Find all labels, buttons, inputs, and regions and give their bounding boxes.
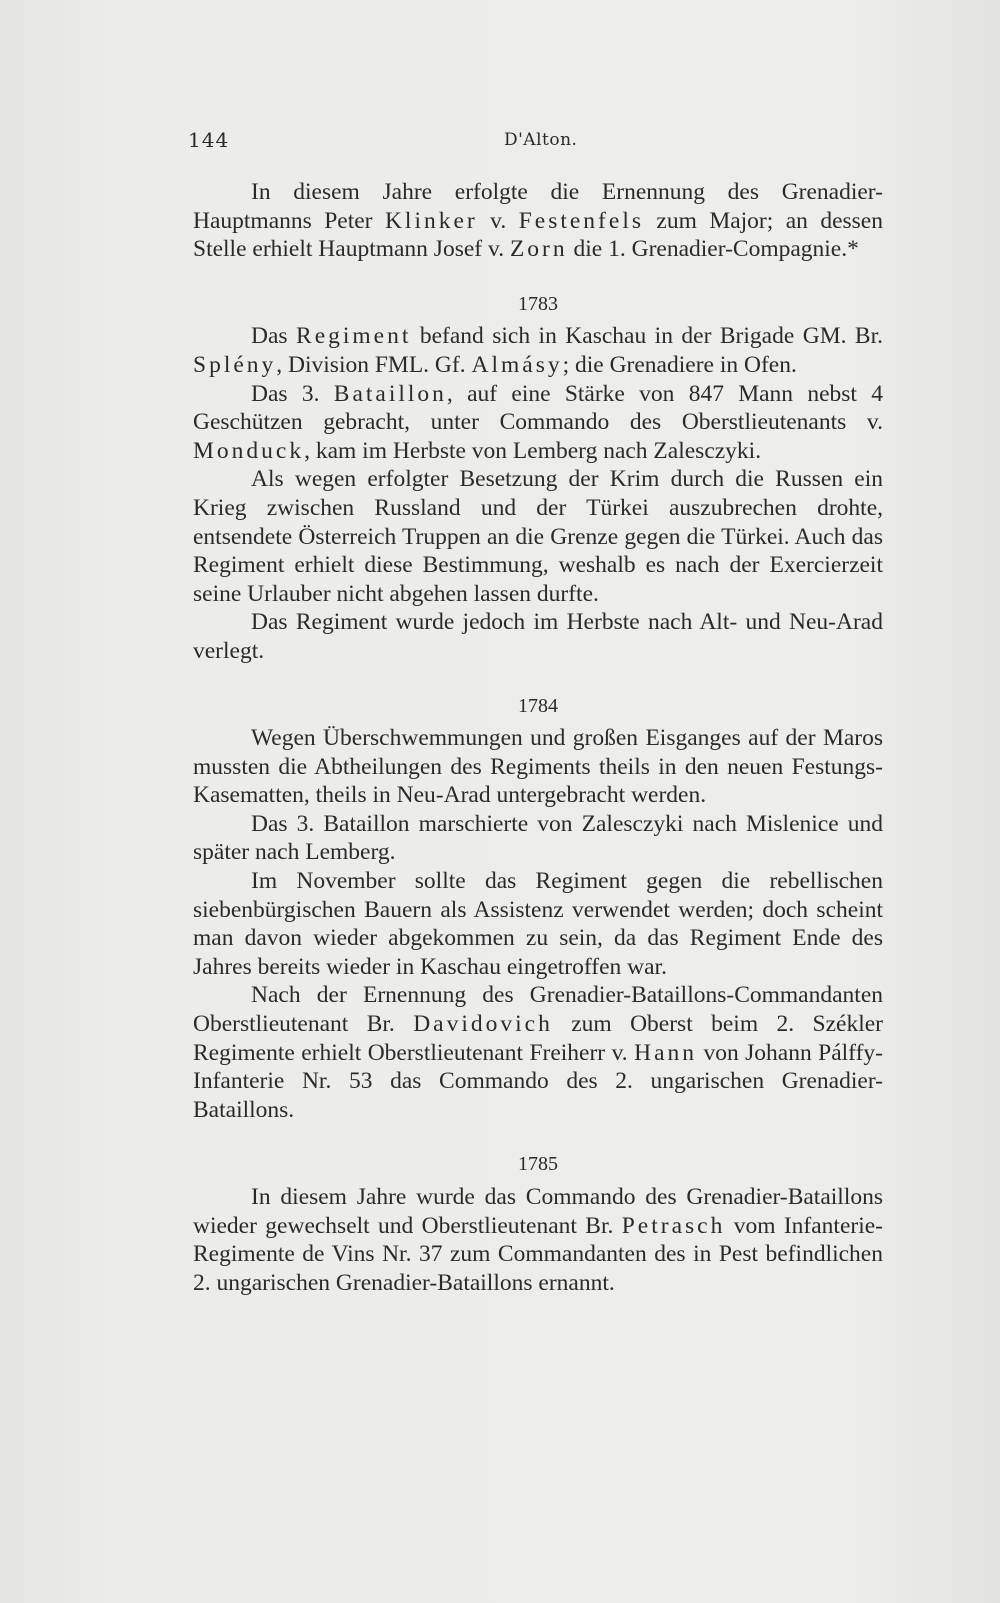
- spaced-name: Monduck: [193, 437, 305, 464]
- paragraph: Wegen Überschwemmungen und großen Eisganges auf der Maros mussten die Abtheilungen des Regiments theils in den neuen Festungs-Kasematten, theils in Neu-Arad untergebracht werden.: [193, 725, 883, 809]
- spaced-name: Davidovich: [413, 1011, 553, 1038]
- spaced-name: Petrasch: [621, 1212, 726, 1239]
- page-number: 144: [188, 128, 230, 152]
- paragraph: Nach der Ernennung des Grenadier-Bataillons-Commandanten Oberstlieutenant Br. Davidovich zum Oberst beim 2. Székler Regimente erhielt Oberstlieutenant Freiherr v. Hann von Johann Pálffy-Infanterie Nr. 53 das Commando des 2. ungarischen Grenadier-Bataillons.: [193, 982, 883, 1123]
- spaced-name: Bataillon: [333, 380, 447, 407]
- paragraph: Das Regiment wurde jedoch im Herbste nach Alt- und Neu-Arad verlegt.: [193, 609, 883, 664]
- year-heading: 1784: [518, 694, 558, 717]
- year-heading: 1785: [518, 1153, 558, 1176]
- spaced-name: Regiment: [296, 323, 412, 350]
- spaced-name: Almásy: [471, 351, 563, 378]
- spaced-name: Klinker: [384, 207, 478, 234]
- spaced-name: Splény: [193, 351, 277, 378]
- running-head: D'Alton.: [504, 130, 578, 150]
- paragraph: Das 3. Bataillon marschierte von Zalesczyki nach Mislenice und später nach Lemberg.: [193, 810, 883, 866]
- section-gap: [193, 666, 883, 682]
- paragraph: Das 3. Bataillon, auf eine Stärke von 847 Mann nebst 4 Geschützen gebracht, unter Commando des Oberstlieutenants v. Monduck, kam im Herbste von Lemberg nach Zalesczyki.: [193, 380, 883, 464]
- paragraph: In diesem Jahre erfolgte die Ernennung des Grenadier-Hauptmanns Peter Klinker v. Festenfels zum Major; an dessen Stelle erhielt Hauptmann Josef v. Zorn die 1. Grenadier-Compagnie.*: [193, 179, 883, 263]
- paragraph: In diesem Jahre wurde das Commando des Grenadier-Bataillons wieder gewechselt und Oberstlieutenant Br. Petrasch vom Infanterie-Regimente de Vins Nr. 37 zum Commandanten des in Pest befindlichen 2. ungarischen Grenadier-Bataillons ernannt.: [193, 1184, 883, 1296]
- paragraph: Das Regiment befand sich in Kaschau in der Brigade GM. Br. Splény, Division FML. Gf. Almásy; die Grenadiere in Ofen.: [193, 323, 883, 378]
- paragraph: Als wegen erfolgter Besetzung der Krim durch die Russen ein Krieg zwischen Russland und der Türkei auszubrechen drohte, entsendete Österreich Truppen an die Grenze gegen die Türkei. Auch das Regiment erhielt diese Bestimmung, weshalb es nach der Exercierzeit seine Urlauber nicht abgehen lassen durfte.: [193, 466, 883, 607]
- section-gap: [193, 264, 883, 280]
- paragraph: Im November sollte das Regiment gegen die rebellischen siebenbürgischen Bauern als Assistenz verwendet werden; doch scheint man davon wieder abgekommen zu sein, da das Regiment Ende des Jahres bereits wieder in Kaschau eingetroffen war.: [193, 868, 883, 980]
- page-body: [193, 178, 883, 1297]
- year-heading: 1783: [518, 292, 558, 315]
- page-header: [188, 128, 888, 158]
- spaced-name: Hann: [634, 1039, 698, 1066]
- section-gap: [193, 1124, 883, 1140]
- spaced-name: Festenfels: [518, 207, 644, 234]
- spaced-name: Zorn: [509, 236, 568, 263]
